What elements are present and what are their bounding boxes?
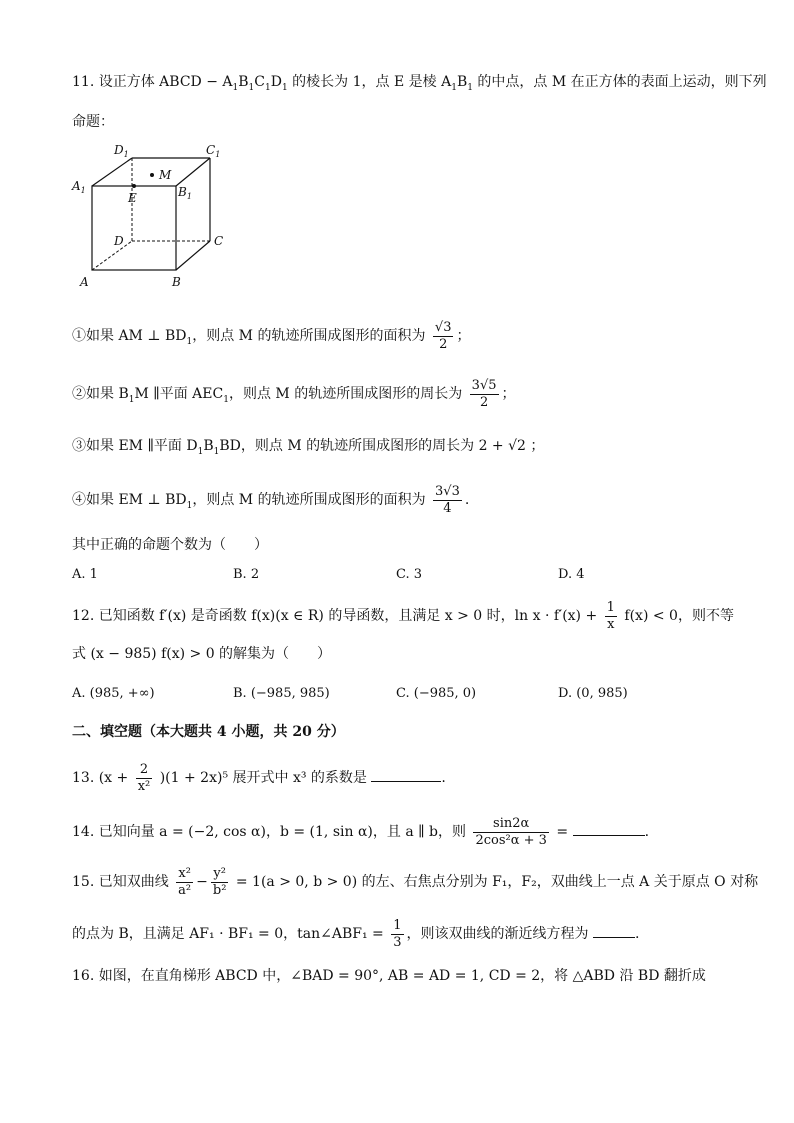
label-d1: $D_1$ [114,143,129,159]
p4-den: 4 [443,500,452,516]
q14-num: sin2α [473,816,548,833]
q11-proposition-4: ④如果 EM ⊥ $BD_1$，则点 M 的轨迹所围成图形的面积为 $\frac{3√3}{4}$ . [72,483,470,516]
q11-stem-part1: 11. 设正方体 ABCD − A [72,74,233,90]
p2-num: 3√5 [471,377,497,393]
label-c1: $C_1$ [206,143,221,159]
cube-figure [70,140,240,292]
p2-mid2: ，则点 M 的轨迹所围成图形的周长为 [228,386,463,402]
q12-line2: 式 (x − 985) f(x) > 0 的解集为（ ） [72,646,332,662]
p2-pre: ②如果 B [72,386,129,402]
q12-option-b: B. (−985, 985) [233,686,330,701]
q13-number: 13. [72,770,95,786]
q12-line1 [72,598,734,634]
q12-fraction [605,600,617,633]
label-b: B [172,275,181,289]
p4-pre: ④如果 EM ⊥ BD [72,492,187,508]
q15-frac-tan [391,918,403,951]
q16: 16. 如图，在直角梯形 ABCD 中，∠BAD = 90°, AB = AD = 1, CD = 2，将 △ABD 沿 BD 翻折成 [72,968,706,984]
q13-fraction [136,762,153,795]
p3-pre: ③如果 EM ∥平面 D [72,438,198,454]
p4-end: . [464,492,470,508]
q11-proposition-3: ③如果 EM ∥平面 $D_1B_1BD$，则点 M 的轨迹所围成图形的周长为 2 + √2 ； [72,438,545,457]
point-e [132,184,136,188]
q14-den: 2cos²α + 3 [475,832,547,848]
q12-line1-b: f(x) < 0，则不等 [624,608,734,624]
p1-num: √3 [434,319,452,335]
q13-den: x² [137,778,151,794]
q14-answer-blank[interactable] [573,835,645,836]
q11-stem: 11. 设正方体 ABCD − $A_1B_1C_1D_1$ 的棱长为 1，点 E 是棱 $A_1B_1$ 的中点，点 M 在正方体的表面上运动，则下列 [72,74,767,93]
q15-f2-num: y² [211,866,229,883]
q15-f3-num: 1 [393,917,402,933]
q11-option-b: B. 2 [233,567,260,582]
p1-mid: ，则点 M 的轨迹所围成图形的面积为 [192,328,426,344]
q11-question: 其中正确的命题个数为（ ） [72,537,268,553]
q11-proposition-2: ②如果 $B_1M$ ∥平面 $AEC_1$，则点 M 的轨迹所围成图形的周长为 $\frac{3√5}{2}$ ； [72,377,516,410]
label-e: E [128,191,137,205]
q11-stem-line2: 命题： [72,114,114,130]
q13-expr-b: )(1 + 2x)⁵ 展开式中 x³ 的系数是 [159,770,367,786]
label-m: M [159,168,172,182]
p2-mid1: M ∥平面 AEC [134,386,224,402]
p2-end: ； [501,386,516,402]
q11-proposition-1: ①如果 AM ⊥ $BD_1$，则点 M 的轨迹所围成图形的面积为 $\frac{√3}{2}$ ； [72,319,471,352]
q15-minus: − [196,874,208,890]
p3-mid: BD，则点 M 的轨迹所围成图形的周长为 2 + √2 ； [219,438,545,454]
q15-line2-a: 的点为 B，且满足 AF₁ · BF₁ = 0，tan∠ABF₁ = [72,926,384,942]
p4-num: 3√3 [435,483,460,499]
label-d: D [114,234,124,248]
q15-line2 [72,914,639,954]
q11-stem-part2: 的棱长为 1，点 E 是棱 A [292,74,452,90]
p4-mid: ，则点 M 的轨迹所围成图形的面积为 [192,492,426,508]
q15-frac-x [176,866,193,899]
q15-line1-b: = 1(a > 0, b > 0) 的左、右焦点分别为 F₁，F₂，双曲线上一点 A 关于原点 O 对称 [235,874,759,890]
q11-option-c: C. 3 [396,567,423,582]
q13-answer-blank[interactable] [371,781,441,782]
q12-option-a: A. (985, +∞) [72,686,155,701]
p1-end: ； [456,328,471,344]
q12-den: x [607,616,615,632]
q15-answer-blank[interactable] [593,937,635,938]
q15-f1-num: x² [176,866,193,883]
q14-text: 14. 已知向量 a = (−2, cos α)，b = (1, sin α)，且 a ∥ b，则 [72,824,466,840]
q15-line2-b: ，则该双曲线的渐近线方程为 [406,926,589,942]
section-title: 二、填空题（本大题共 4 小题，共 20 分） [72,724,345,740]
q11-option-a: A. 1 [72,567,98,582]
q14-fraction [473,816,548,849]
p4-fraction [433,484,462,517]
q14-end: . [644,824,650,840]
q15-line1 [72,862,758,902]
q11-option-d: D. 4 [558,567,585,582]
q15-line1-a: 15. 已知双曲线 [72,874,169,890]
p2-fraction [470,378,499,411]
q13-expr-a: (x + [98,770,129,786]
q14-eq: = [556,824,569,840]
q12-num: 1 [606,599,615,615]
q12-line1-a: 12. 已知函数 f′(x) 是奇函数 f(x)(x ∈ R) 的导函数，且满足 x > 0 时，ln x · f′(x) + [72,608,598,624]
label-a1: $A_1$ [72,179,86,195]
q15-end: . [634,926,640,942]
q15-f3-den: 3 [393,934,402,950]
q15-f2-den: b² [212,882,227,898]
p1-fraction [433,320,454,353]
q13-end: . [441,770,446,786]
q15-frac-y [211,866,229,899]
q14 [72,812,649,852]
p1-pre: ①如果 AM ⊥ BD [72,328,187,344]
q13-num: 2 [136,762,153,779]
q15-f1-den: a² [178,882,192,898]
p1-den: 2 [439,336,448,352]
label-c: C [214,234,224,248]
label-b1: $B_1$ [178,185,192,201]
q12-option-c: C. (−985, 0) [396,686,477,701]
p2-den: 2 [479,394,489,410]
point-m [150,173,154,177]
label-a: A [80,275,89,289]
q11-stem-part3: 的中点，点 M 在正方体的表面上运动，则下列 [477,74,767,90]
q13 [72,758,446,798]
q12-option-d: D. (0, 985) [558,686,628,701]
